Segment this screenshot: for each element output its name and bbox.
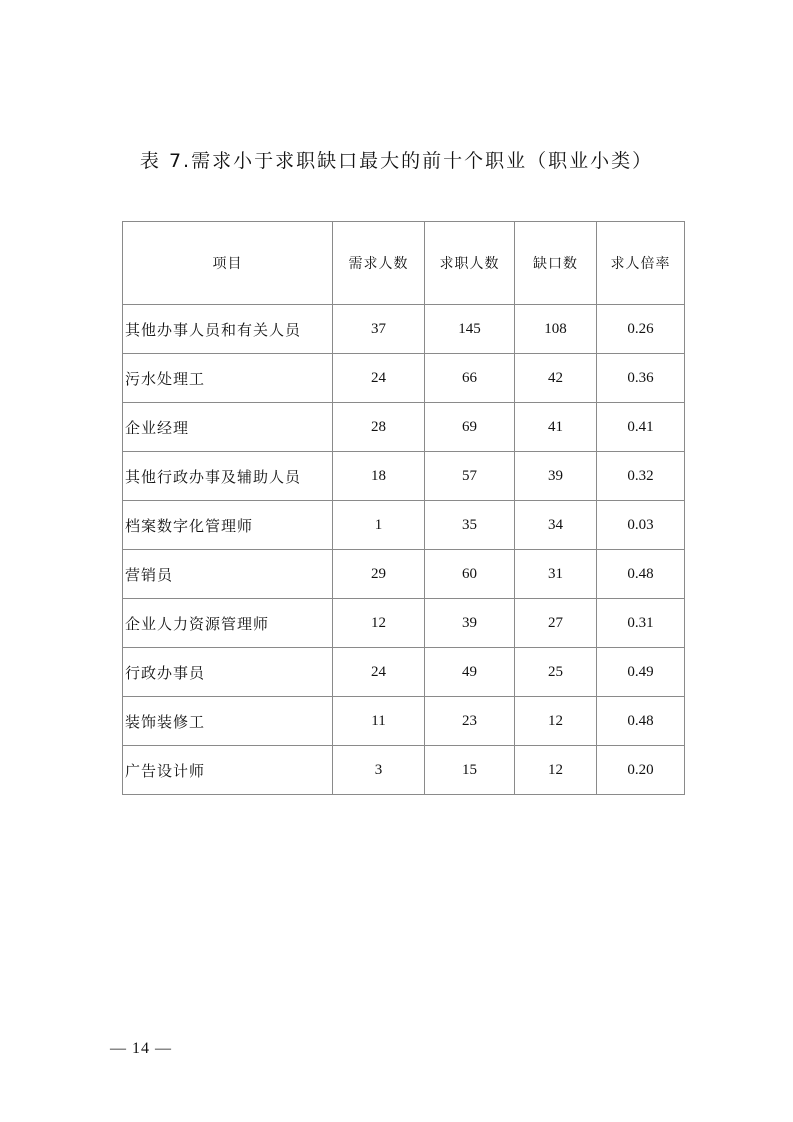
gap-count: 34	[515, 501, 597, 550]
occupation-name: 行政办事员	[123, 648, 333, 697]
seeker-count: 23	[425, 697, 515, 746]
job-ratio: 0.36	[597, 354, 685, 403]
table-row	[123, 746, 685, 795]
demand-count: 18	[333, 452, 425, 501]
job-ratio: 0.32	[597, 452, 685, 501]
table-header-row	[123, 222, 685, 305]
occupation-name: 其他办事人员和有关人员	[123, 305, 333, 354]
gap-count: 12	[515, 697, 597, 746]
gap-count: 31	[515, 550, 597, 599]
occupation-name: 其他行政办事及辅助人员	[123, 452, 333, 501]
job-ratio: 0.03	[597, 501, 685, 550]
demand-count: 3	[333, 746, 425, 795]
seeker-count: 66	[425, 354, 515, 403]
demand-count: 28	[333, 403, 425, 452]
seeker-count: 49	[425, 648, 515, 697]
header-item: 项目	[123, 222, 333, 305]
job-ratio: 0.48	[597, 697, 685, 746]
gap-count: 41	[515, 403, 597, 452]
occupation-name: 企业人力资源管理师	[123, 599, 333, 648]
table-title: 表 7.需求小于求职缺口最大的前十个职业（职业小类）	[139, 150, 654, 172]
seeker-count: 69	[425, 403, 515, 452]
job-ratio: 0.49	[597, 648, 685, 697]
seeker-count: 60	[425, 550, 515, 599]
demand-count: 37	[333, 305, 425, 354]
table-row	[123, 501, 685, 550]
occupation-name: 企业经理	[123, 403, 333, 452]
gap-count: 42	[515, 354, 597, 403]
job-ratio: 0.26	[597, 305, 685, 354]
table-row	[123, 599, 685, 648]
job-ratio: 0.20	[597, 746, 685, 795]
job-ratio: 0.41	[597, 403, 685, 452]
occupation-name: 广告设计师	[123, 746, 333, 795]
header-gap: 缺口数	[515, 222, 597, 305]
occupation-name: 污水处理工	[123, 354, 333, 403]
table-row	[123, 403, 685, 452]
seeker-count: 39	[425, 599, 515, 648]
gap-count: 25	[515, 648, 597, 697]
gap-count: 108	[515, 305, 597, 354]
table-row	[123, 305, 685, 354]
table-row	[123, 452, 685, 501]
demand-count: 11	[333, 697, 425, 746]
demand-count: 24	[333, 354, 425, 403]
header-ratio: 求人倍率	[597, 222, 685, 305]
table-row	[123, 697, 685, 746]
demand-count: 29	[333, 550, 425, 599]
occupation-name: 档案数字化管理师	[123, 501, 333, 550]
demand-count: 24	[333, 648, 425, 697]
occupation-name: 营销员	[123, 550, 333, 599]
demand-count: 1	[333, 501, 425, 550]
gap-count: 12	[515, 746, 597, 795]
job-ratio: 0.31	[597, 599, 685, 648]
occupation-name: 装饰装修工	[123, 697, 333, 746]
demand-count: 12	[333, 599, 425, 648]
table-row	[123, 648, 685, 697]
table-row	[123, 354, 685, 403]
table-row	[123, 550, 685, 599]
header-demand: 需求人数	[333, 222, 425, 305]
gap-count: 27	[515, 599, 597, 648]
seeker-count: 35	[425, 501, 515, 550]
seeker-count: 15	[425, 746, 515, 795]
gap-count: 39	[515, 452, 597, 501]
seeker-count: 57	[425, 452, 515, 501]
header-seekers: 求职人数	[425, 222, 515, 305]
occupation-gap-table	[122, 221, 685, 795]
page-number: — 14 —	[110, 1040, 172, 1057]
seeker-count: 145	[425, 305, 515, 354]
job-ratio: 0.48	[597, 550, 685, 599]
